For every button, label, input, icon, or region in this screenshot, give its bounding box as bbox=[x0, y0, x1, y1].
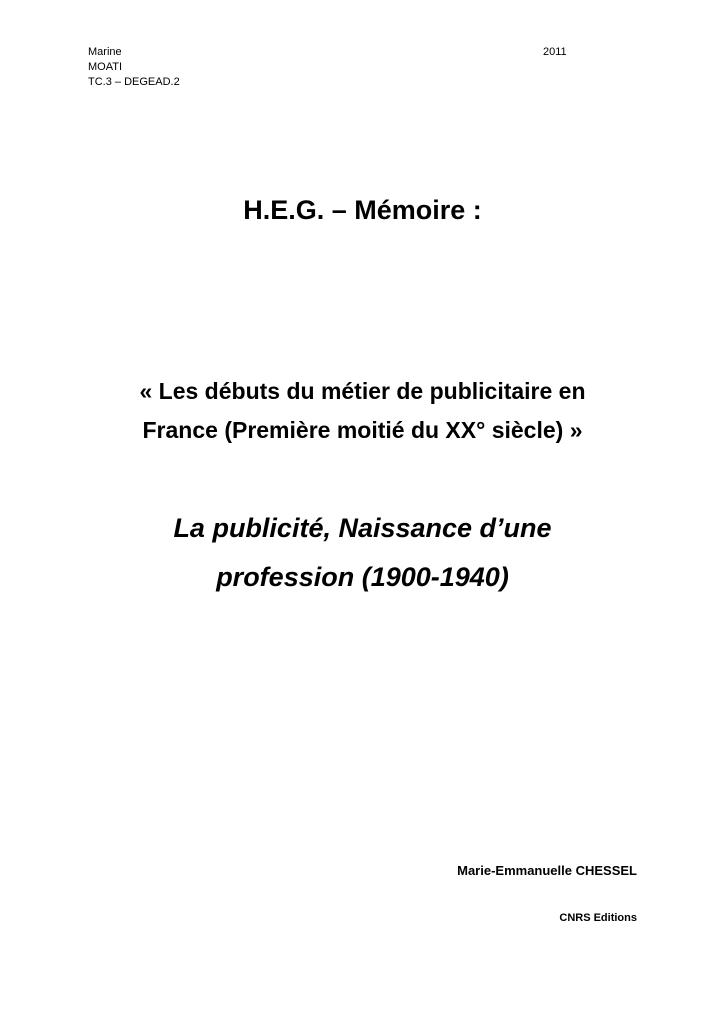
student-info bbox=[88, 45, 180, 90]
student-last-name: MOATI bbox=[88, 61, 123, 73]
subject-line-2: France (Première moitié du XX° siècle) » bbox=[142, 417, 583, 443]
subject-heading bbox=[60, 372, 665, 450]
page-title: H.E.G. – Mémoire : bbox=[243, 195, 482, 225]
book-title-line-2: profession (1900-1940) bbox=[216, 562, 509, 592]
year: 2011 bbox=[543, 46, 567, 58]
class-code: TC.3 – DEGEAD.2 bbox=[88, 76, 180, 88]
book-title bbox=[60, 504, 665, 602]
student-first-name: Marine bbox=[88, 46, 122, 58]
subject-line-1: « Les débuts du métier de publicitaire en bbox=[139, 378, 586, 404]
publisher-name: CNRS Editions bbox=[559, 912, 637, 924]
author-name: Marie-Emmanuelle CHESSEL bbox=[457, 863, 637, 878]
book-title-line-1: La publicité, Naissance d’une bbox=[173, 513, 552, 543]
